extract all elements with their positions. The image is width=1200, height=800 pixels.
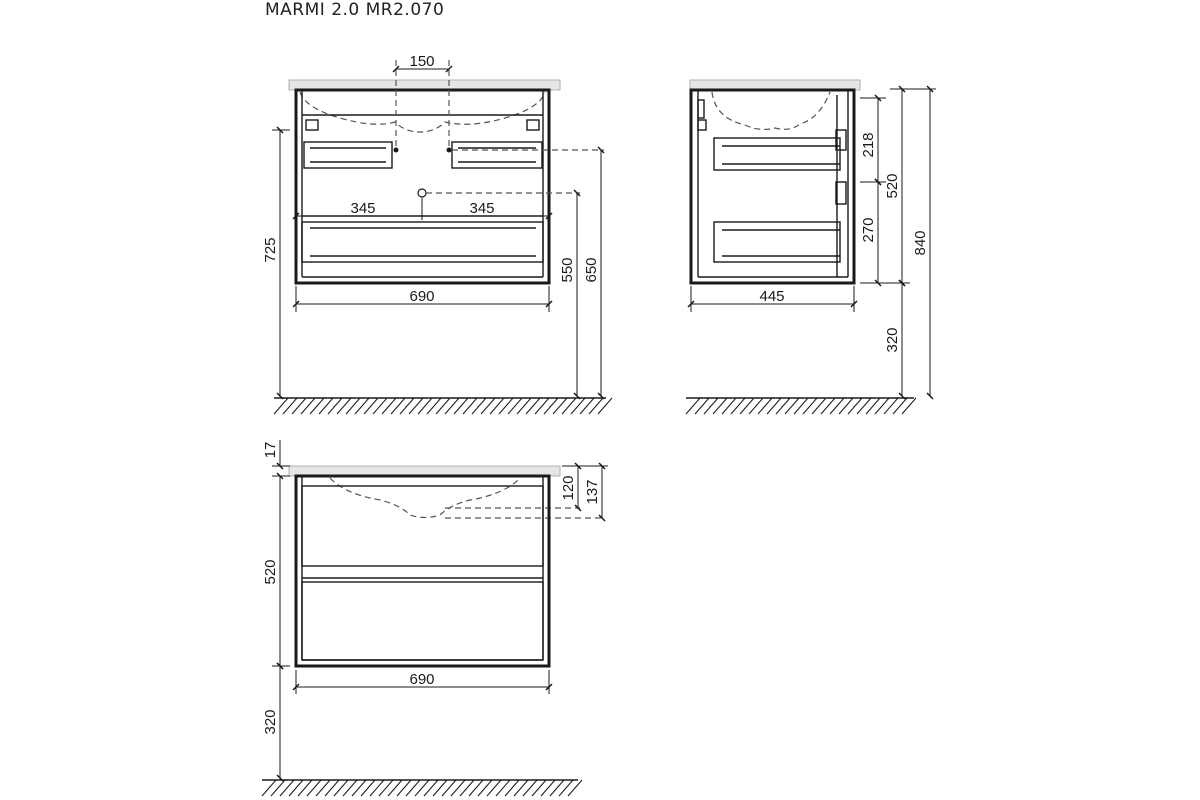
floor-hatch — [893, 398, 907, 414]
floor-hatch — [289, 780, 303, 796]
floor-hatch — [731, 398, 745, 414]
floor-hatch — [373, 398, 387, 414]
floor-hatch — [598, 398, 612, 414]
floor-hatch — [433, 780, 447, 796]
floor-hatch — [767, 398, 781, 414]
floor-hatch — [271, 780, 285, 796]
floor-hatch — [346, 398, 360, 414]
lower-cabinet-body — [296, 476, 549, 666]
floor-hatch — [884, 398, 898, 414]
floor-hatch — [427, 398, 441, 414]
floor-hatch — [776, 398, 790, 414]
cabinet-body — [296, 90, 549, 283]
floor-hatch — [821, 398, 835, 414]
dim-725: 725 — [262, 237, 279, 263]
floor-hatch — [436, 398, 450, 414]
floor-hatch — [415, 780, 429, 796]
floor-hatch — [391, 398, 405, 414]
floor-hatch — [839, 398, 853, 414]
floor-hatch — [280, 780, 294, 796]
drain-icon — [418, 189, 426, 197]
lower-basin-outline — [330, 478, 520, 518]
drawing-title: MARMI 2.0 MR2.070 — [265, 0, 445, 20]
floor-hatch — [803, 398, 817, 414]
floor-hatch — [283, 398, 297, 414]
floor-hatch — [517, 398, 531, 414]
floor-hatch — [496, 780, 510, 796]
floor-hatch — [379, 780, 393, 796]
floor-hatch — [469, 780, 483, 796]
dim-445: 445 — [759, 288, 785, 305]
floor-hatch — [316, 780, 330, 796]
floor-hatch — [319, 398, 333, 414]
dim-137: 137 — [584, 479, 601, 505]
floor-hatch — [352, 780, 366, 796]
floor-hatch — [499, 398, 513, 414]
floor-hatch — [830, 398, 844, 414]
floor-hatch — [532, 780, 546, 796]
floor-hatch — [364, 398, 378, 414]
floor-hatch — [857, 398, 871, 414]
dim-345-right: 345 — [469, 200, 495, 217]
floor-hatch — [310, 398, 324, 414]
floor-hatch — [514, 780, 528, 796]
floor-hatch — [382, 398, 396, 414]
floor-hatch — [472, 398, 486, 414]
dim-17: 17 — [262, 441, 279, 459]
floor-hatch — [535, 398, 549, 414]
floor-hatch — [785, 398, 799, 414]
floor-hatch — [866, 398, 880, 414]
floor-hatch — [508, 398, 522, 414]
dim-550: 550 — [559, 257, 576, 283]
floor-hatch — [397, 780, 411, 796]
floor-hatch — [505, 780, 519, 796]
floor-hatch — [686, 398, 700, 414]
dim-150: 150 — [409, 53, 435, 70]
floor-hatch — [559, 780, 573, 796]
dim-650: 650 — [583, 257, 600, 283]
floor-hatch — [424, 780, 438, 796]
basin-outline — [300, 92, 545, 132]
front-view — [262, 53, 612, 414]
dim-218: 218 — [860, 132, 877, 158]
floor-hatch — [451, 780, 465, 796]
floor-hatch — [301, 398, 315, 414]
floor-hatch — [298, 780, 312, 796]
floor-hatch — [328, 398, 342, 414]
dim-345-left: 345 — [350, 200, 376, 217]
lower-bottom-drawer — [302, 582, 543, 660]
floor-hatch — [409, 398, 423, 414]
floor-hatch — [544, 398, 558, 414]
floor-hatch — [487, 780, 501, 796]
upper-drawer-right — [452, 142, 542, 168]
floor-hatch — [713, 398, 727, 414]
floor-hatch — [355, 398, 369, 414]
floor-hatch — [571, 398, 585, 414]
floor-hatch — [704, 398, 718, 414]
upper-drawer-left — [304, 142, 392, 168]
floor-hatch — [749, 398, 763, 414]
floor-hatch — [526, 398, 540, 414]
floor-hatch — [445, 398, 459, 414]
floor-hatch — [262, 780, 276, 796]
dim-840: 840 — [912, 230, 929, 256]
floor-hatch — [553, 398, 567, 414]
floor-hatch — [418, 398, 432, 414]
floor-hatch — [454, 398, 468, 414]
floor-hatch — [337, 398, 351, 414]
side-basin-outline — [712, 92, 830, 129]
floor-hatch — [740, 398, 754, 414]
dim-320-side: 320 — [884, 327, 901, 353]
floor-hatch — [274, 398, 288, 414]
floor-hatch — [902, 398, 916, 414]
floor-hatch — [463, 398, 477, 414]
floor-hatch — [589, 398, 603, 414]
floor-hatch — [370, 780, 384, 796]
floor-hatch — [523, 780, 537, 796]
side-cabinet-body — [691, 90, 854, 283]
floor-hatch — [695, 398, 709, 414]
dim-320-lower: 320 — [262, 709, 279, 735]
floor-hatch — [875, 398, 889, 414]
floor-hatch — [758, 398, 772, 414]
dim-270: 270 — [860, 217, 877, 243]
floor-hatch — [343, 780, 357, 796]
floor-hatch — [812, 398, 826, 414]
floor-hatch — [541, 780, 555, 796]
lower-top-drawer — [302, 486, 543, 566]
floor-hatch — [478, 780, 492, 796]
floor-hatch — [334, 780, 348, 796]
floor-hatch — [292, 398, 306, 414]
floor-hatch — [442, 780, 456, 796]
side-upper-drawer — [714, 138, 840, 170]
side-view — [686, 80, 936, 414]
dim-690-lower: 690 — [409, 671, 435, 688]
floor-hatch — [361, 780, 375, 796]
floor-hatch — [562, 398, 576, 414]
floor-hatch — [481, 398, 495, 414]
floor-hatch — [550, 780, 564, 796]
floor-hatch — [848, 398, 862, 414]
floor-hatch — [580, 398, 594, 414]
floor-hatch — [794, 398, 808, 414]
floor-hatch — [400, 398, 414, 414]
dim-520-lower: 520 — [262, 559, 279, 585]
floor-hatch — [568, 780, 582, 796]
floor-hatch — [722, 398, 736, 414]
floor-hatch — [406, 780, 420, 796]
floor-hatch — [325, 780, 339, 796]
floor-hatch — [490, 398, 504, 414]
dim-690-front: 690 — [409, 288, 435, 305]
dim-520-side: 520 — [884, 173, 901, 199]
floor-hatch — [388, 780, 402, 796]
floor-hatch — [460, 780, 474, 796]
dim-120: 120 — [560, 475, 577, 501]
floor-hatch — [307, 780, 321, 796]
lower-front-view — [262, 440, 608, 796]
